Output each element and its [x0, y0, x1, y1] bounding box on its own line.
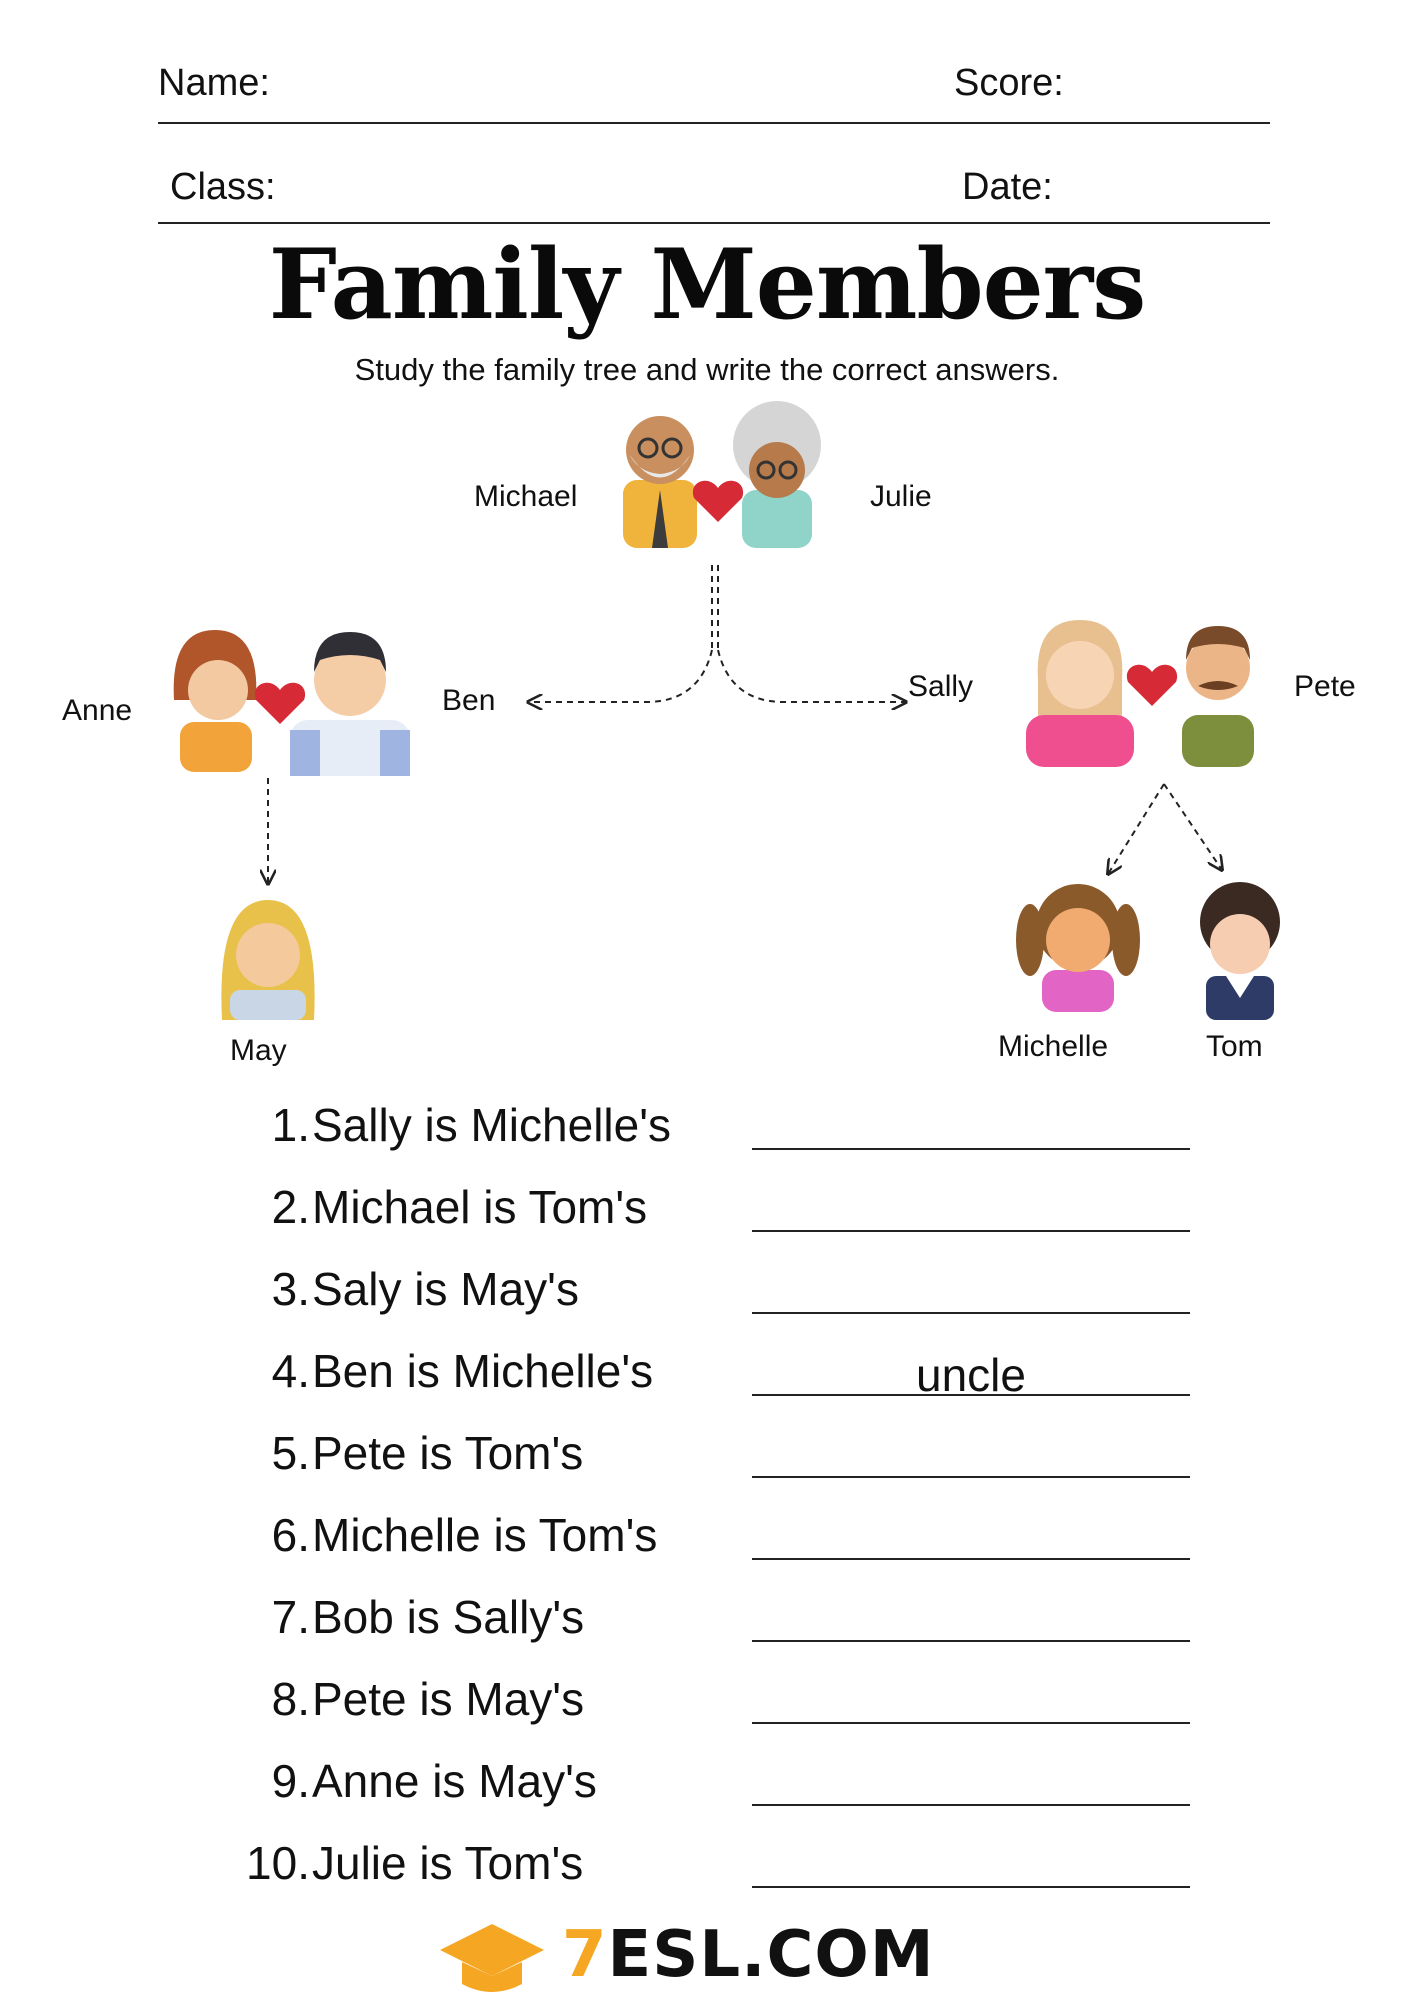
answer-text[interactable]: uncle [916, 1349, 1026, 1401]
answer-line[interactable] [752, 1558, 1190, 1560]
question-text: Bob is Sally's [312, 1591, 585, 1643]
question-number: 3. [271, 1263, 310, 1315]
question-row [0, 1180, 1414, 1240]
question-row [0, 1098, 1414, 1158]
question-row [0, 1672, 1414, 1732]
question-text: Michelle is Tom's [312, 1509, 658, 1561]
page-title: Family Members [268, 228, 1146, 341]
answer-line[interactable] [752, 1640, 1190, 1642]
answer-line[interactable] [752, 1804, 1190, 1806]
question-number: 2. [271, 1181, 310, 1233]
question-text: Michael is Tom's [312, 1181, 648, 1233]
question-row [0, 1590, 1414, 1650]
class-label: Class: [170, 166, 276, 208]
logo-text[interactable] [562, 1918, 935, 1992]
name-ben: Ben [442, 684, 496, 717]
question-number: 8. [271, 1673, 310, 1725]
father-figure [1182, 626, 1254, 767]
logo-mark: 7 [562, 1918, 608, 1992]
daughter-figure [1016, 884, 1140, 1012]
heart-icon [1127, 665, 1177, 706]
question-text: Anne is May's [312, 1755, 597, 1807]
instruction-text: Study the family tree and write the correct answers. [354, 352, 1060, 387]
heart-icon [693, 481, 743, 522]
question-text: Sally is Michelle's [312, 1099, 671, 1151]
question-number: 6. [271, 1509, 310, 1561]
son-figure [1200, 882, 1280, 1020]
cousin-figure [221, 900, 314, 1020]
answer-line[interactable] [752, 1312, 1190, 1314]
aunt-figure [174, 630, 257, 772]
name-label: Name: [158, 62, 270, 104]
answer-line[interactable] [752, 1722, 1190, 1724]
graduation-cap-icon [440, 1924, 544, 1992]
question-number: 10. [246, 1837, 310, 1889]
question-number: 5. [271, 1427, 310, 1479]
grandfather-figure [623, 416, 697, 548]
question-number: 4. [271, 1345, 310, 1397]
question-row [0, 1426, 1414, 1486]
answer-line[interactable] [752, 1148, 1190, 1150]
question-text: Pete is May's [312, 1673, 585, 1725]
question-text: Julie is Tom's [312, 1837, 584, 1889]
answer-line[interactable] [752, 1230, 1190, 1232]
question-row [0, 1754, 1414, 1814]
question-number: 7. [271, 1591, 310, 1643]
question-row [0, 1344, 1414, 1404]
question-text: Saly is May's [312, 1263, 579, 1315]
mother-figure [1026, 620, 1134, 767]
name-pete: Pete [1294, 670, 1356, 703]
question-number: 1. [271, 1099, 310, 1151]
name-sally: Sally [908, 670, 974, 703]
date-label: Date: [962, 166, 1053, 208]
name-michael: Michael [474, 480, 578, 513]
question-text: Pete is Tom's [312, 1427, 584, 1479]
answer-line[interactable] [752, 1886, 1190, 1888]
uncle-figure [290, 632, 410, 776]
name-michelle: Michelle [998, 1030, 1109, 1063]
question-row [0, 1508, 1414, 1568]
question-text: Ben is Michelle's [312, 1345, 654, 1397]
question-number: 9. [271, 1755, 310, 1807]
score-label: Score: [954, 62, 1064, 104]
name-julie: Julie [870, 480, 932, 513]
question-row [0, 1262, 1414, 1322]
grandmother-figure [733, 401, 821, 548]
name-tom: Tom [1206, 1030, 1263, 1063]
name-anne: Anne [62, 694, 133, 727]
name-may: May [230, 1034, 287, 1067]
logo-wordmark: ESL.COM [607, 1918, 935, 1992]
heart-icon [255, 683, 305, 724]
question-row [0, 1836, 1414, 1896]
answer-line[interactable] [752, 1476, 1190, 1478]
